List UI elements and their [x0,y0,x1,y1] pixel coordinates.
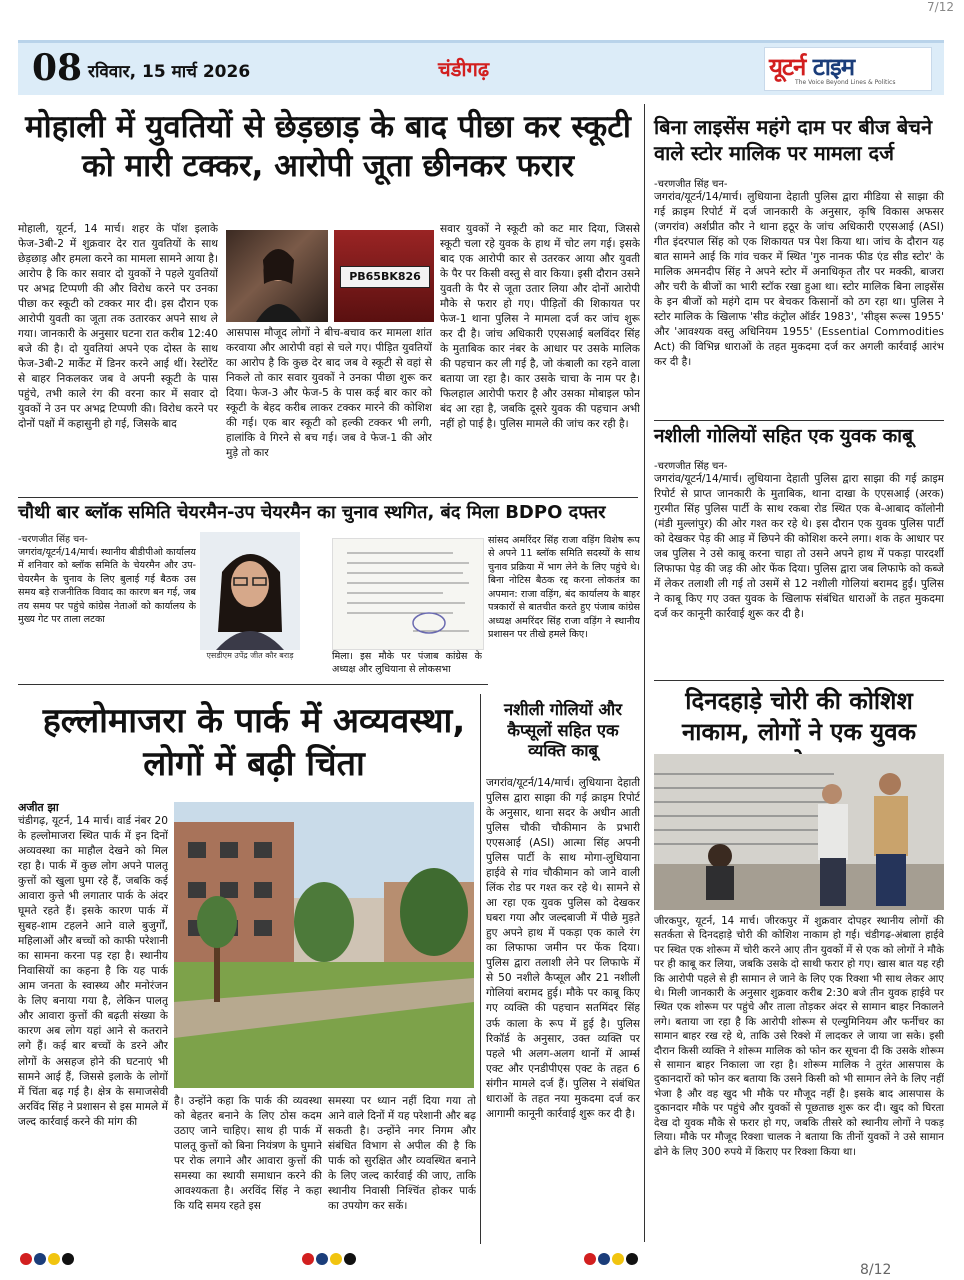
story2-col1: जगरांव/यूटर्न/14/मार्च। स्थानीय बीडीपीओ कार्यालय में शनिवार को ब्लॉक समिति के चेयरमैन और उप-चेयरमैन के चुनाव के लिए बुलाई गई बैठक उस समय बड़े राजनीतिक विवाद का कारण बन गई, जब तय समय पर पहुंचे कांग्रेस नेताओं को कार्यालय के मुख्य गेट पर ताला लटका [18,547,196,626]
footer-dots-left [20,1250,76,1269]
divider [654,680,944,681]
document-icon [333,539,483,649]
story5-headline: बिना लाइसेंस महंगे दाम पर बीज बेचने वाले स्टोर मालिक पर मामला दर्ज [654,115,933,165]
footer-dots-center2 [584,1250,640,1269]
story6-headline: नशीली गोलियों सहित एक युवक काबू [654,425,913,447]
dot [598,1253,610,1265]
story4-headline: नशीली गोलियों और कैप्सूलों सहित एक व्यक्ति काबू [503,700,623,761]
number-plate: PB65BK826 [340,266,430,288]
person-portrait-icon [200,532,300,650]
page-number: 08 [32,47,83,89]
story2-col2: मिला। इस मौके पर पंजाब कांग्रेस के अध्यक्ष और लुधियाना से लोकसभा [332,651,482,676]
story6-byline: -चरणजीत सिंह चन- [654,461,728,472]
divider [654,420,944,421]
column-divider [480,694,481,1244]
story1-col3: सवार युवकों ने स्कूटी को कट मार दिया, जिससे स्कूटी चला रहे युवक के हाथ में चोट लग गई। इसके बाद एक आरोपी कार से उतरकर आया और युवती के पैर पर किसी वस्तु से वार किया। इसी दौरान उसने युवती के पैर से जूता उतार लिया और दोनों आरोपी मौके से फरार हो गए। पीड़ितों की शिकायत पर फेज-1 थाना पुलिस ने मामला दर्ज कर जांच शुरू कर दी है। जांच अधिकारी एएसआई बलविंदर सिंह के मुताबिक कार नंबर के आधार पर उसके मालिक की पहचान कर ली गई है, जो कंबाली का रहने वाला बताया जा रहा है। कार उसके चाचा के नाम पर है। फिलहाल आरोपी फरार है और उसका मोबाइल फोन बंद आ रहा है, जबकि दूसरे युवक की पहचान अभी नहीं हो पाई है। पुलिस मामले की जांच कर रही है। [440,223,640,431]
dot [612,1253,624,1265]
dot [302,1253,314,1265]
dot [584,1253,596,1265]
dot [330,1253,342,1265]
story3-headline: हल्लोमाजरा के पार्क में अव्यवस्था, लोगों में बढ़ी चिंता [42,701,466,784]
story1-col1: मोहाली, यूटर्न, 14 मार्च। शहर के पॉश इलाके फेज-3बी-2 में शुक्रवार देर रात युवतियों के साथ छेड़छाड़ और हमला करने का मामला सामने आया है। आरोप है कि कार सवार दो युवकों ने पहले युवतियों पर अभद्र टिप्पणी की और विरोध करने पर उनका पीछा कर स्कूटी को टक्कर मार दी। इस दौरान एक आरोपी युवती का जूता तक उतारकर अपने साथ ले गया। जानकारी के अनुसार घटना रात करीब 12:40 बजे की है। दो युवतियां अपने एक दोस्त के साथ फेज-3बी-2 मार्केट में डिनर करने आई थीं। रेस्टोरेंट से बाहर निकलकर जब वे अपनी स्कूटी के पास पहुंचे, तभी काले रंग की वरना कार में सवार दो युवकों ने उन पर अभद्र टिप्पणी की। विरोध करने पर दोनों पक्षों में कहासुनी हो गई, जिसके बाद [18,223,218,431]
dot [344,1253,356,1265]
story1-photo-car [334,230,434,322]
footer-dots-center [302,1250,358,1269]
page-header [18,40,944,95]
issue-date: रविवार, 15 मार्च 2026 [88,62,251,82]
story5-body: जगरांव/यूटर्न/14/मार्च। लुधियाना देहाती पुलिस द्वारा मीडिया से साझा की गई क्राइम रिपोर्ट में दर्ज जानकारी के अनुसार, कृषि विकास अफसर (जगरांव) अर्शप्रीत कौर ने थाना हठूर के जांच अधिकारी एएसआई (ASI) गीत इंदरपाल सिंह को एक शिकायत पत्र पेश किया था। जांच के दौरान यह बात सामने आई कि गांव चकर में स्थित 'गुरु नानक फीड एंड सीड स्टोर' के मालिक अमनदीप सिंह ने अपने स्टोर में अनाधिकृत तौर पर मक्की, बाजरा और चरी के बीजों का भारी स्टॉक रखा हुआ था। स्टोर मालिक बिना लाइसेंस के इन बीजों को महंगे दाम पर बेचकर किसानों को ठग रहा था। पुलिस ने स्टोर मालिक के खिलाफ 'सीड कंट्रोल ऑर्डर 1983', 'सीड्स रूल्स 1955' और 'आवश्यक वस्तु अधिनियम 1955' (Essential Commodities Act) की विभिन्न धाराओं के तहत मुकदमा दर्ज कर अगली कार्रवाई आरंभ कर दी है। [654,191,944,369]
page-counter-bottom: 8/12 [860,1262,892,1278]
story2-photo-sdm [200,532,300,650]
dot [626,1253,638,1265]
dot [316,1253,328,1265]
story3-byline: अजीत झा [18,801,59,814]
story7-body: जीरकपुर, यूटर्न, 14 मार्च। जीरकपुर में शुक्रवार दोपहर स्थानीय लोगों की सतर्कता से दिनदहाड़े चोरी की कोशिश नाकाम हो गई। चंडीगढ़-अंबाला हाईवे पर स्थित एक शोरूम में चोरी करने आए तीन युवकों में से एक को लोगों ने मौके पर ही काबू कर लिया, जबकि उसके दो साथी फरार हो गए। खास बात यह रही कि आरोपी पहले से ही सामान ले जाने के लिए एक रिक्शा भी साथ लेकर आए थे। मिली जानकारी के अनुसार शुक्रवार करीब 2:30 बजे तीन युवक हाईवे पर स्थित एक शोरूम पर पहुंचे और ताला तोड़कर अंदर से सामान बाहर निकालने लगे। बताया जा रहा है कि आरोपी शोरूम से एल्युमिनियम और फर्नीचर का सामान बाहर रख रहे थे, ताकि उसे रिक्शे में लादकर ले जाया जा सके। इसी दौरान किसी व्यक्ति ने शोरूम मालिक को फोन कर सूचना दी कि उसके शोरूम से सामान बाहर निकाला जा रहा है। शोरूम मालिक ने तुरंत आसपास के दुकानदारों को फोन कर बताया कि उसने किसी को भी सामान लेने के लिए नहीं भेजा है और वह खुद भी मौके पर मौजूद नहीं है। इसके बाद आसपास के दुकानदार मौके पर पहुंचे और युवकों से पूछताछ शुरू कर दी। खुद को घिरता देख दो युवक मौके से फरार हो गए, जबकि तीसरे को स्थानीय लोगों ने पकड़ लिया। मौके पर मौजूद रिक्शा चालक ने बताया कि तीनों युवकों ने उसे सामान ढोने के लिए 300 रुपये में किराए पर रिक्शा किया था। [654,915,944,1158]
showroom-scene-icon [654,754,944,910]
dot [48,1253,60,1265]
story2-headline: चौथी बार ब्लॉक समिति चेयरमैन-उप चेयरमैन का चुनाव स्थगित, बंद मिला BDPO दफ्तर [18,502,606,523]
story3-col1: चंडीगढ़, यूटर्न, 14 मार्च। वार्ड नंबर 20 के हल्लोमाजरा स्थित पार्क में इन दिनों अव्यवस्था का माहौल देखने को मिल रहा है। पार्क में कुछ लोग अपने पालतू कुत्तों को खुला घुमा रहे हैं, जबकि कई आवारा कुत्ते भी लगातार पार्क के अंदर घूमते रहते हैं। इसके कारण पार्क में सुबह-शाम टहलने आने वाले बुजुर्गों, महिलाओं और बच्चों को काफी परेशानी का सामना करना पड़ रहा है। स्थानीय निवासियों का कहना है कि यह पार्क आम जनता के स्वास्थ्य और मनोरंजन के लिए बनाया गया है, लेकिन पालतू और आवारा कुत्तों की बढ़ती संख्या के कारण अब लोग यहां आने से कतराने लगे हैं। कई बार बच्चों के डरने और लोगों के असहज होने की घटनाएं भी सामने आई हैं, जिससे इलाके के लोगों में चिंता बढ़ गई है। क्षेत्र के समाजसेवी अरविंद सिंह ने प्रशासन से इस मामले में जल्द कार्रवाई करने की मांग की [18,815,168,1128]
logo-text: यूटर्न टाइम [769,53,855,81]
story2-byline: -चरणजीत सिंह चन- [18,534,88,545]
page-counter-top: 7/12 [927,0,954,14]
story7-photo [654,754,944,910]
story1-col2: आसपास मौजूद लोगों ने बीच-बचाव कर मामला शांत करवाया और आरोपी वहां से चले गए। पीड़ित युवतियों का आरोप है कि कुछ देर बाद जब वे स्कूटी से वहां से निकले तो कार सवार युवकों ने उनका पीछा शुरू कर दिया। फेज-3 और फेज-5 के पास कई बार कार को स्कूटी के बेहद करीब लाकर टक्कर मारने की कोशिश की गई। एक बार स्कूटी को हल्की टक्कर भी लगी, हालांकि वे गिरने से बच गई। जब वे फेज-1 की ओर मुड़े तो कार [226,327,432,460]
story3-park-photo [174,802,474,1088]
story2-photo-caption: एसडीएम उपेंद्र जीत कौर बराड़ [206,651,294,660]
newspaper-logo [764,47,932,91]
top-bar [0,0,964,20]
column-divider [644,104,645,1242]
divider [18,497,638,498]
story5-byline: -चरणजीत सिंह चन- [654,179,728,190]
story4-body: जगरांव/यूटर्न/14/मार्च। लुधियाना देहाती पुलिस द्वारा साझा की गई क्राइम रिपोर्ट के अनुसार, थाना सदर के अधीन आती पुलिस चौकी चौकीमान के प्रभारी एएसआई (ASI) आत्मा सिंह अपनी पुलिस पार्टी के साथ मोगा-लुधियाना हाईवे से गांव चौकीमान को जाने वाली लिंक रोड पर गश्त कर रहे थे। सामने से आ रहा एक युवक पुलिस को देखकर घबरा गया और जल्दबाजी में पीछे मुड़ते हुए अपने हाथ में पकड़ा एक काले रंग का लिफाफा जमीन पर फेंक दिया। पुलिस द्वारा तलाशी लेने पर लिफाफे में से 50 नशीले कैप्सूल और 21 नशीली गोलियां बरामद हुई। मौके पर काबू किए गए व्यक्ति की पहचान सतमिंदर सिंह उर्फ काला के रूप में हुई है। पुलिस रिकॉर्ड के अनुसार, उक्त व्यक्ति पर पहले भी अलग-अलग थानों में आर्म्स एक्ट और एनडीपीएस एक्ट के तहत 6 संगीन मामले दर्ज हैं। पुलिस ने संबंधित धाराओं के तहत नया मुकदमा दर्ज कर आगामी कानूनी कार्रवाई शुरू कर दी है। [486,777,640,1120]
park-scene-icon [174,802,474,1088]
story7-headline: दिनदहाड़े चोरी की कोशिश नाकाम, लोगों ने एक युवक [681,687,916,747]
section-city: चंडीगढ़ [438,57,490,81]
story6-body: जगरांव/यूटर्न/14/मार्च। लुधियाना देहाती पुलिस द्वारा साझा की गई क्राइम रिपोर्ट से प्राप्त जानकारी के मुताबिक, थाना दाखा के एएसआई (अरक) गुरमीत सिंह पुलिस पार्टी के साथ रकबा रोड स्थित एक बे-आबाद कॉलोनी (मंडी मुल्लांपुर) की ओर गश्त कर रहे थे। इस दौरान एक युवक पुलिस पार्टी को देखकर पेड़ की आड़ में छिपने की कोशिश करने लगा। शक के आधार पर जब पुलिस ने उसे काबू करना चाहा तो उसने अपने हाथ में पकड़ा पारदर्शी लिफाफा पेड़ की जड़ की ओर फेंक दिया। पुलिस द्वारा जब लिफाफे को कब्जे में लेकर तलाशी ली गई तो उसमें से 12 नशीली गोलियां बरामद हुईं। पुलिस ने काबू किए गए उक्त युवक के खिलाफ संबंधित धाराओं के तहत मुकदमा दर्ज कर कानूनी कार्रवाई शुरू कर दी है। [654,473,944,621]
story1-photo-woman [226,230,328,322]
story2-col3: सांसद अमरिंदर सिंह राजा वड़िंग विशेष रूप से अपने 11 ब्लॉक समिति सदस्यों के साथ चुनाव प्रक्रिया में भाग लेने के लिए पहुंचे थे। बिना नोटिस बैठक रद्द करना लोकतंत्र का अपमान: राजा वड़िंग, बंद कार्यालय के बाहर पत्रकारों से बातचीत करते हुए पंजाब कांग्रेस अध्यक्ष अमरिंदर सिंह राजा वड़िंग ने स्थानीय प्रशासन पर तीखे हमले किए। [488,535,640,640]
dot [20,1253,32,1265]
woman-silhouette-icon [226,230,328,322]
story1-headline: मोहाली में युवतियों से छेड़छाड़ के बाद पीछा कर स्कूटी को मारी टक्कर, आरोपी जूता छीनकर फरार [25,109,631,184]
logo-tagline: The Voice Beyond Lines & Politics [795,79,896,86]
story2-notice-photo [332,538,484,650]
dot [34,1253,46,1265]
story3-col3: समस्या पर ध्यान नहीं दिया गया तो आने वाले दिनों में यह परेशानी और बढ़ सकती है। उन्होंने नगर निगम और संबंधित विभाग से अपील की है कि पार्क को सुरक्षित और व्यवस्थित बनाने के लिए जल्द कार्रवाई की जाए, ताकि स्थानीय निवासी निश्चिंत होकर पार्क का उपयोग कर सकें। [328,1095,476,1213]
story3-col2: है। उन्होंने कहा कि पार्क की व्यवस्था को बेहतर बनाने के लिए ठोस कदम उठाए जाने चाहिए। साथ ही पार्क में पालतू कुत्तों को बिना नियंत्रण के घुमाने पर रोक लगाने और आवारा कुत्तों की समस्या का स्थायी समाधान करने की आवश्यकता है। अरविंद सिंह ने कहा कि यदि समय रहते इस [174,1095,322,1213]
dot [62,1253,74,1265]
divider [18,684,488,685]
